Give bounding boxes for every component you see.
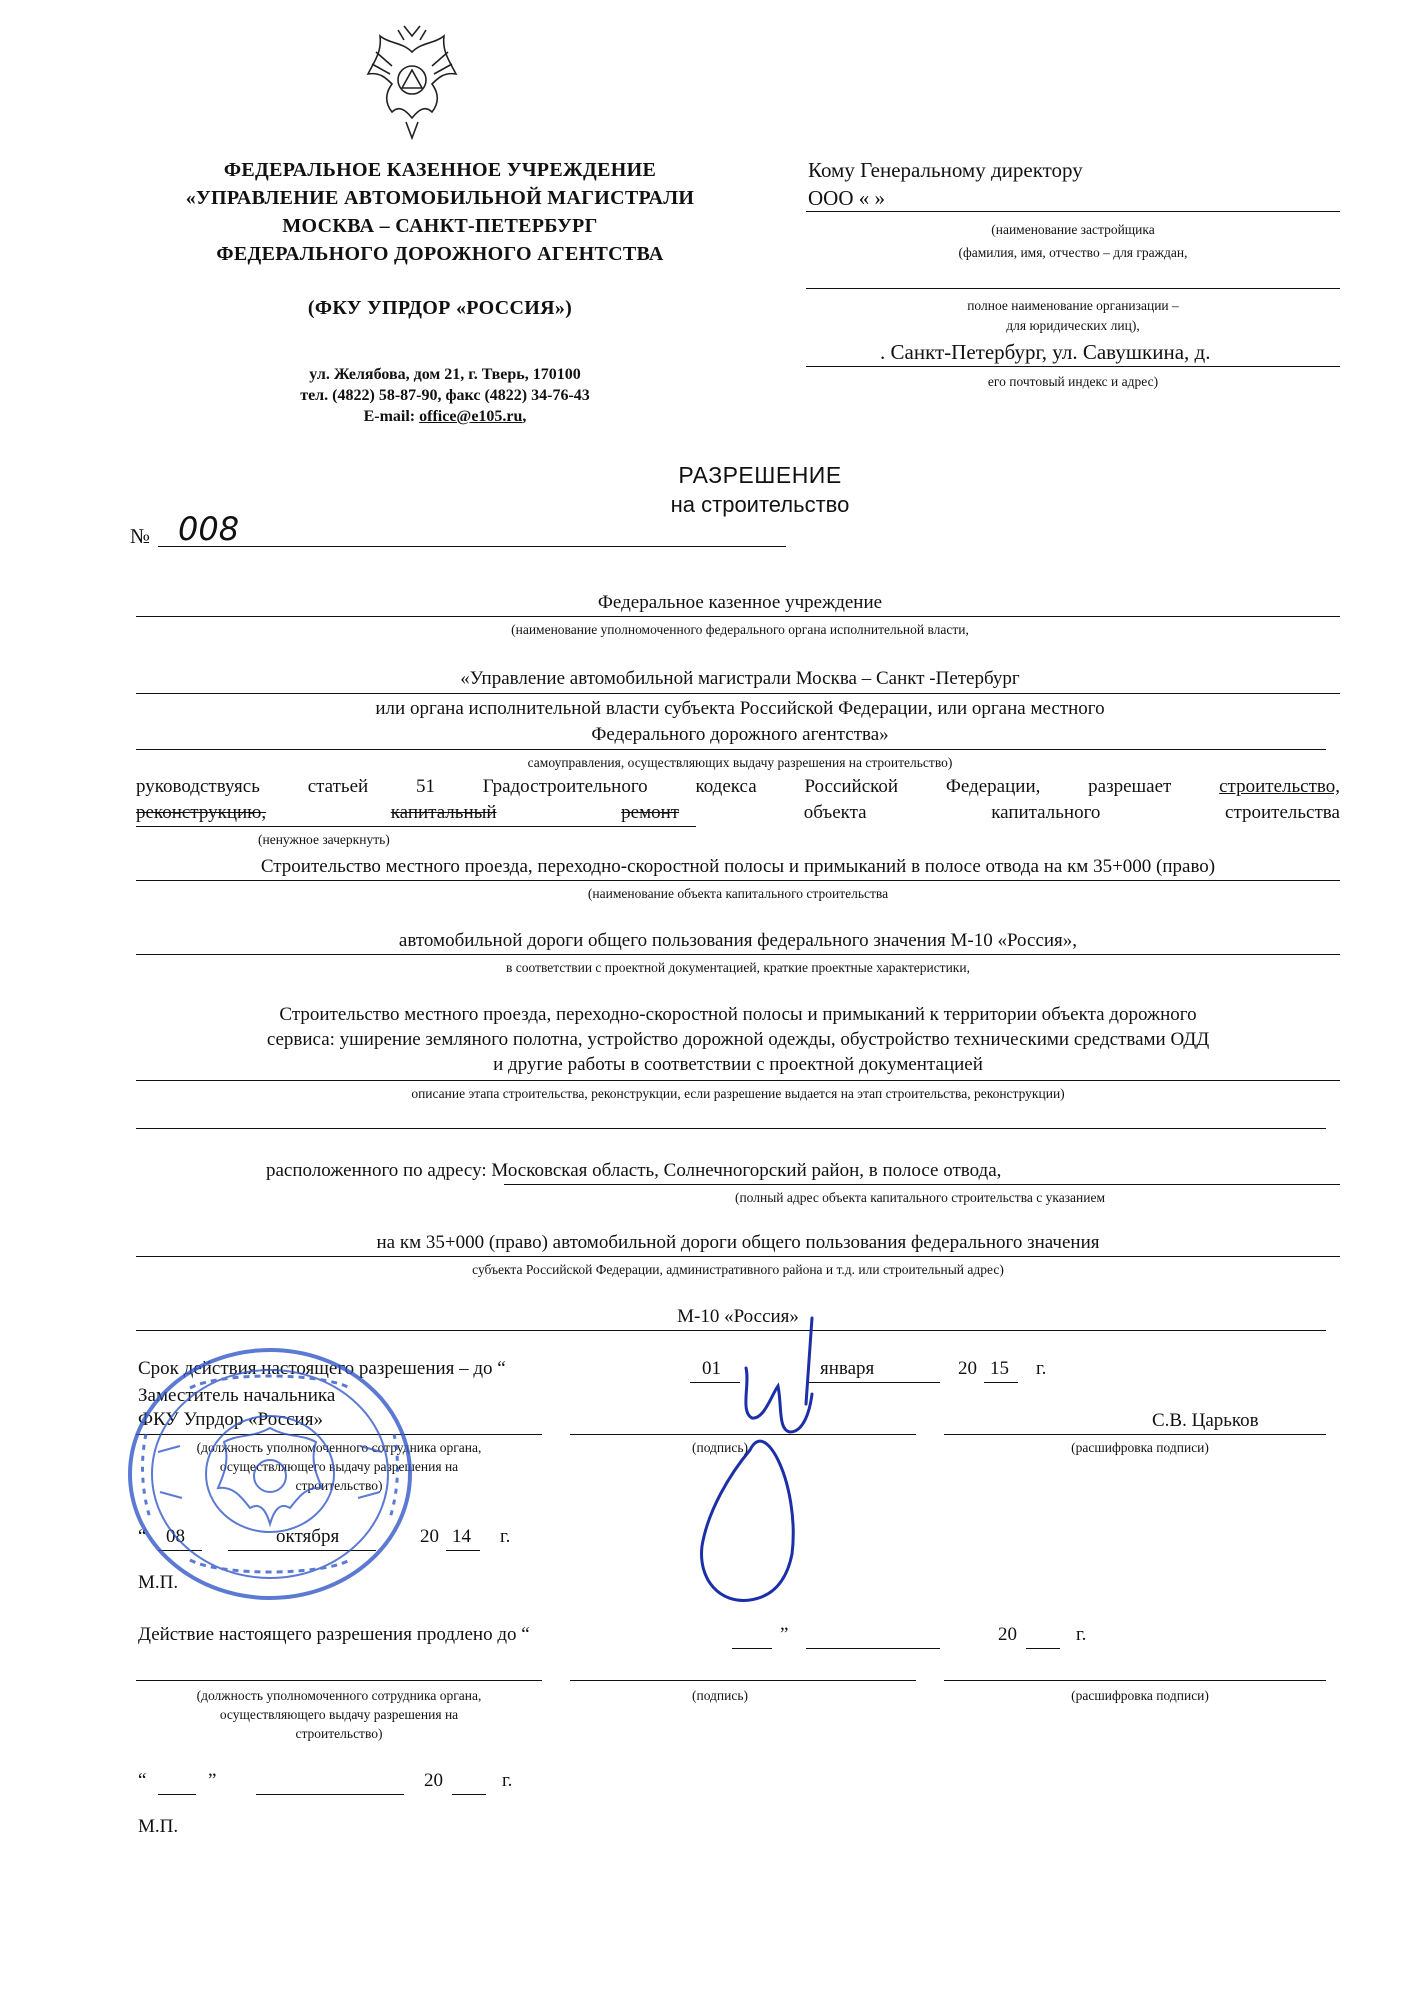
stamp-place-label: М.П. (138, 1572, 179, 1593)
extension-name-caption: (расшифровка подписи) (1071, 1688, 1209, 1703)
work-type-line (136, 802, 1340, 824)
building-word: строительства (1225, 802, 1340, 823)
issuer-caption: самоуправления, осуществляющих выдачу разрешения на строительство) (527, 755, 953, 770)
authority-address: ул. Желябова, дом 21, г. Тверь, 170100 (309, 366, 581, 383)
strike-caption: (ненужное зачеркнуть) (258, 832, 390, 847)
extension-signature-rule (570, 1680, 916, 1681)
recipient-address-rule (806, 366, 1340, 367)
issue-date-day: 08 (166, 1526, 185, 1547)
authority-name-line: МОСКВА – САНКТ-ПЕТЕРБУРГ (282, 215, 598, 237)
description-caption: описание этапа строительства, реконструкции, если разрешение выдается на этап строительства, реконструкции) (411, 1086, 1065, 1101)
authority-contacts (200, 364, 690, 427)
location-caption: (полный адрес объекта капитального строительства с указанием (734, 1190, 1106, 1205)
location-value: Московская область, Солнечногорский район, в полосе отвода, (491, 1160, 1002, 1181)
extension-day-rule (732, 1648, 772, 1649)
issuer-caption: (наименование уполномоченного федерального органа исполнительной власти, (511, 622, 969, 637)
object-name: Строительство местного проезда, переходно-скоростной полосы и примыканий в полосе отвода на км 35+000 (право) (260, 856, 1216, 877)
date-quote: “ (138, 1526, 147, 1547)
extension-stamp-place-label: М.П. (138, 1816, 179, 1837)
stage-description (136, 1002, 1340, 1077)
permit-number-label: № (130, 524, 151, 548)
road-caption: в соответствии с проектной документацией, краткие проектные характеристики, (506, 960, 970, 975)
official-seal (120, 1342, 420, 1606)
extension-position-rule (136, 1680, 542, 1681)
issuer-rule (136, 616, 1340, 617)
statute-word: Градостроительного (482, 776, 648, 797)
authority-short-name: (ФКУ УПРДОР «РОССИЯ») (307, 297, 573, 319)
extension-date-year-rule (452, 1794, 486, 1795)
statute-word: руководствуясь (136, 776, 260, 797)
object-rule (136, 880, 1340, 881)
extension-position-caption (136, 1686, 542, 1743)
validity-month: января (820, 1358, 875, 1379)
eagle-emblem (362, 22, 462, 142)
authority-email-row (200, 406, 690, 427)
authority-email-label: E-mail: (363, 408, 416, 425)
stage-description-line: сервиса: уширение земляного полотна, устройство дорожной одежды, обустройство техническими средствами ОДД (266, 1029, 1210, 1050)
reconstruction-option: реконструкцию, (136, 802, 267, 823)
signatory-position-line: ФКУ Упрдор «Россия» (138, 1409, 323, 1430)
statute-line (136, 776, 1340, 798)
caption-line: строительство) (295, 1726, 383, 1741)
validity-year: 15 (990, 1358, 1009, 1379)
description-rule (136, 1080, 1340, 1081)
issue-date-year-rule (446, 1550, 480, 1551)
recipient-caption: (фамилия, имя, отчество – для граждан, (958, 245, 1188, 260)
authority-email-link[interactable]: office@e105.ru (419, 408, 523, 425)
location-row (266, 1160, 1001, 1182)
statute-word: 51 (415, 776, 435, 797)
recipient-caption: его почтовый индекс и адрес) (987, 374, 1159, 389)
work-type-rule (136, 826, 696, 827)
extension-date-year-prefix: 20 (424, 1770, 443, 1791)
authority-email-suffix: , (522, 408, 527, 425)
issue-date-month: октября (276, 1526, 340, 1547)
extension-label: Действие настоящего разрешения продлено до “ (138, 1624, 530, 1645)
caption-line: строительство) (295, 1478, 383, 1493)
recipient-address: . Санкт-Петербург, ул. Савушкина, д. (880, 340, 1211, 364)
repair-option: ремонт (621, 802, 680, 823)
recipient-to: Кому Генеральному директору (808, 158, 1083, 182)
authority-phone: тел. (4822) 58-87-90, факс (4822) 34-76-43 (300, 387, 590, 404)
issuer-line: или органа исполнительной власти субъекта Российской Федерации, или органа местного (375, 698, 1105, 719)
caption-line: (должность уполномоченного сотрудника органа, (196, 1688, 482, 1703)
extension-year-prefix: 20 (998, 1624, 1017, 1645)
validity-year-rule (984, 1382, 1018, 1383)
permit-number-rule (158, 546, 786, 547)
statute-word: кодекса (695, 776, 757, 797)
object-word: объекта (803, 802, 867, 823)
description-rule (136, 1128, 1326, 1129)
validity-year-suffix: г. (1036, 1358, 1047, 1379)
caption-line: осуществляющего выдачу разрешения на (219, 1459, 459, 1474)
extension-quote: ” (780, 1624, 789, 1645)
extension-date-day-rule (158, 1794, 196, 1795)
extension-date-open-quote: “ (138, 1770, 147, 1791)
statute-word: разрешает (1088, 776, 1172, 797)
signatory-name-rule (944, 1434, 1326, 1435)
extension-date-close-quote: ” (208, 1770, 217, 1791)
validity-label: Срок действия настоящего разрешения – до “ (138, 1358, 506, 1379)
issue-date-suffix: г. (500, 1526, 511, 1547)
location-rule (136, 1256, 1340, 1257)
extension-name-rule (944, 1680, 1326, 1681)
location-label: расположенного по адресу: (266, 1160, 487, 1181)
location-rule (504, 1184, 1340, 1185)
document-subtitle: на строительство (670, 492, 850, 517)
signatory-name: С.В. Царьков (1152, 1410, 1259, 1431)
recipient-caption: (наименование застройщика (991, 222, 1155, 237)
location-line: на км 35+000 (право) автомобильной дороги общего пользования федерального значения (376, 1232, 1100, 1253)
validity-year-prefix: 20 (958, 1358, 977, 1379)
signatory-position-line: Заместитель начальника (138, 1385, 336, 1406)
statute-word: Российской (804, 776, 899, 797)
issuer-line: Федерального дорожного агентства» (591, 724, 889, 745)
extension-date-month-rule (256, 1794, 404, 1795)
extension-year-suffix: г. (1076, 1624, 1087, 1645)
authority-name-line: «УПРАВЛЕНИЕ АВТОМОБИЛЬНОЙ МАГИСТРАЛИ (185, 187, 695, 209)
road-line: автомобильной дороги общего пользования федерального значения М-10 «Россия», (398, 930, 1078, 951)
statute-word: Федерации, (945, 776, 1041, 797)
caption-line: (должность уполномоченного сотрудника органа, (196, 1440, 482, 1455)
issuer-line: Федеральное казенное учреждение (597, 592, 883, 613)
issue-date-year-prefix: 20 (420, 1526, 439, 1547)
handwritten-signature (680, 1314, 840, 1614)
recipient-caption: для юридических лиц), (1006, 318, 1140, 333)
validity-day: 01 (702, 1358, 721, 1379)
issuer-line: «Управление автомобильной магистрали Москва – Санкт -Петербург (460, 668, 1020, 689)
capital-option: капитальный (390, 802, 497, 823)
stage-description-line: Строительство местного проезда, переходно-скоростной полосы и примыканий к территории объекта дорожного (279, 1004, 1197, 1025)
caption-line: осуществляющего выдачу разрешения на (219, 1707, 459, 1722)
name-caption: (расшифровка подписи) (1071, 1440, 1209, 1455)
authority-name-line: ФЕДЕРАЛЬНОГО ДОРОЖНОГО АГЕНТСТВА (216, 243, 664, 265)
extension-signature-caption: (подпись) (691, 1688, 749, 1703)
construction-option: строительство, (1219, 776, 1340, 797)
authority-name-line: ФЕДЕРАЛЬНОЕ КАЗЕННОЕ УЧРЕЖДЕНИЕ (223, 159, 657, 181)
issue-date-year: 14 (452, 1526, 471, 1547)
document-title: РАЗРЕШЕНИЕ (678, 462, 842, 488)
extension-date-suffix: г. (502, 1770, 513, 1791)
stage-description-line: и другие работы в соответствии с проектной документацией (493, 1054, 983, 1075)
object-caption: (наименование объекта капитального строительства (587, 886, 889, 901)
issuer-rule (136, 693, 1340, 694)
location-line: М-10 «Россия» (677, 1306, 799, 1327)
capital-word: капитального (991, 802, 1101, 823)
recipient-name-rule (806, 288, 1340, 289)
statute-word: статьей (307, 776, 369, 797)
recipient-company-rule (806, 211, 1340, 212)
permit-number: 008 (178, 510, 240, 548)
authority-name (140, 156, 740, 268)
location-caption: субъекта Российской Федерации, административного района и т.д. или строительный адрес) (472, 1262, 1004, 1277)
signature-caption: (подпись) (691, 1440, 749, 1455)
recipient-company: ООО « » (808, 186, 885, 210)
issuer-rule (136, 749, 1326, 750)
recipient-caption: полное наименование организации – (967, 298, 1179, 313)
extension-month-rule (806, 1648, 940, 1649)
extension-year-rule (1026, 1648, 1060, 1649)
road-rule (136, 954, 1340, 955)
